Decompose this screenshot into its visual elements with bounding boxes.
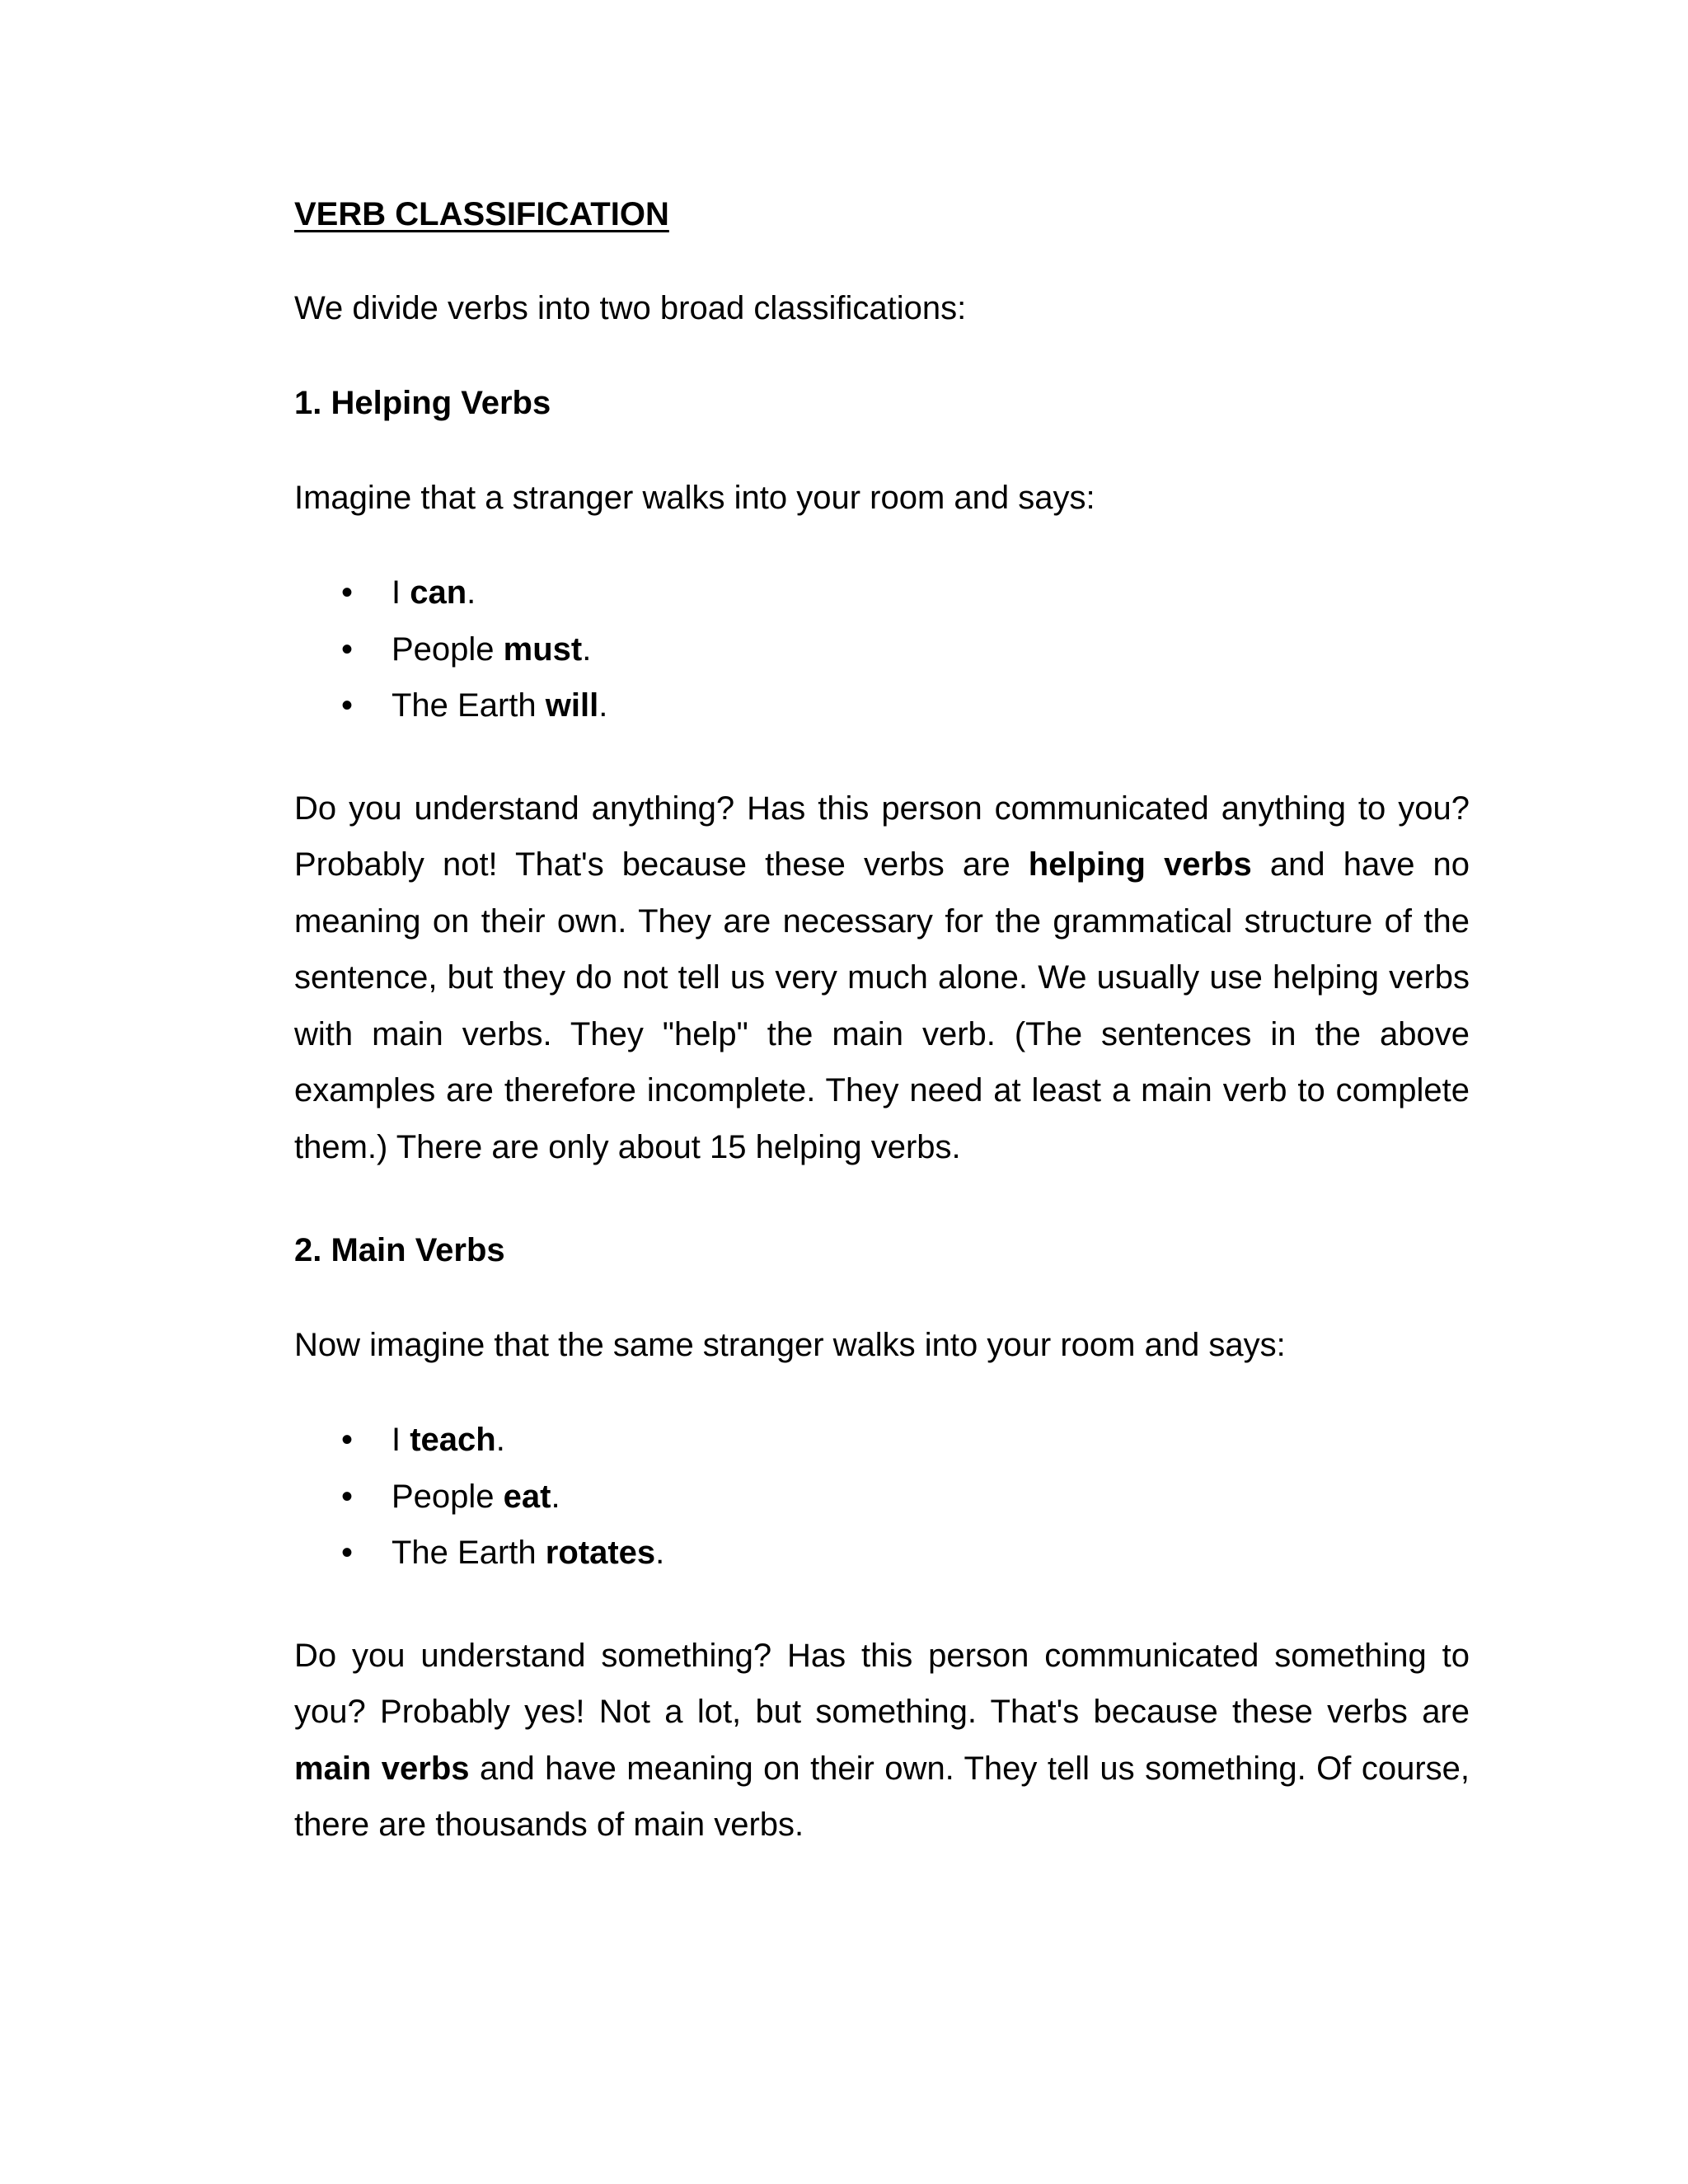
list-item (294, 573, 1470, 630)
bullet-icon: • (341, 687, 354, 724)
bullet-icon: • (341, 1535, 354, 1571)
section-heading-main-verbs: 2. Main Verbs (294, 1232, 505, 1268)
list-item-punct: . (655, 1535, 665, 1571)
document-page (294, 194, 1470, 1854)
section-heading-helping-verbs: 1. Helping Verbs (294, 385, 551, 421)
list-item (294, 1420, 1470, 1477)
bullet-icon: • (341, 1422, 354, 1458)
list-item-text: The Earth (392, 1535, 546, 1571)
list-item-punct: . (582, 630, 592, 668)
intro-text: We divide verbs into two broad classifications: (294, 290, 967, 326)
example-list-main (294, 1420, 1470, 1590)
section-lead-text: Imagine that a stranger walks into your room and says: (294, 480, 1095, 516)
list-item (294, 630, 1470, 687)
list-item-verb: eat (503, 1478, 551, 1515)
list-item-verb: must (503, 630, 583, 668)
list-item-text: I (392, 574, 410, 611)
paragraph-emphasis: helping verbs (1028, 846, 1252, 883)
paragraph-text: Do you understand something? Has this person communicated something to you? Probably yes! Not a lot, but something. That's because these verbs are (294, 1637, 1470, 1730)
list-item-text: The Earth (392, 687, 546, 724)
body-paragraph-helping (294, 780, 1470, 1176)
list-item-punct: . (598, 687, 608, 724)
body-paragraph-main (294, 1628, 1470, 1854)
bullet-icon: • (341, 574, 354, 611)
list-item (294, 1477, 1470, 1534)
paragraph-text: and have no meaning on their own. They are necessary for the grammatical structure of the sentence, but they do not tell us very much alone. We usually use helping verbs with main verbs. They "help" the main verb. (The sentences in the above examples are therefore incomplete. They need at least a main verb to complete them.) There are only about 15 helping verbs. (294, 846, 1470, 1165)
paragraph-text: Do you understand anything? Has this person communicated anything to you? Probably not! That's because these verbs are (294, 790, 1470, 883)
list-item-verb: teach (410, 1422, 496, 1458)
list-item-verb: will (545, 687, 599, 724)
paragraph-emphasis: main verbs (294, 1750, 470, 1787)
list-item (294, 1533, 1470, 1590)
example-list-helping (294, 573, 1470, 743)
list-item-text: People (392, 630, 504, 668)
paragraph-text: and have meaning on their own. They tell us something. Of course, there are thousands of main verbs. (294, 1750, 1470, 1843)
list-item-text: People (392, 1478, 504, 1515)
bullet-icon: • (341, 1478, 354, 1515)
list-item-punct: . (551, 1478, 560, 1515)
list-item-punct: . (495, 1422, 505, 1458)
page-title: VERB CLASSIFICATION (294, 196, 669, 232)
list-item-verb: can (410, 574, 467, 611)
list-item-verb: rotates (545, 1535, 656, 1571)
list-item (294, 686, 1470, 743)
section-lead-text: Now imagine that the same stranger walks into your room and says: (294, 1327, 1286, 1363)
list-item-text: I (392, 1422, 410, 1458)
list-item-punct: . (467, 574, 476, 611)
bullet-icon: • (341, 630, 354, 668)
